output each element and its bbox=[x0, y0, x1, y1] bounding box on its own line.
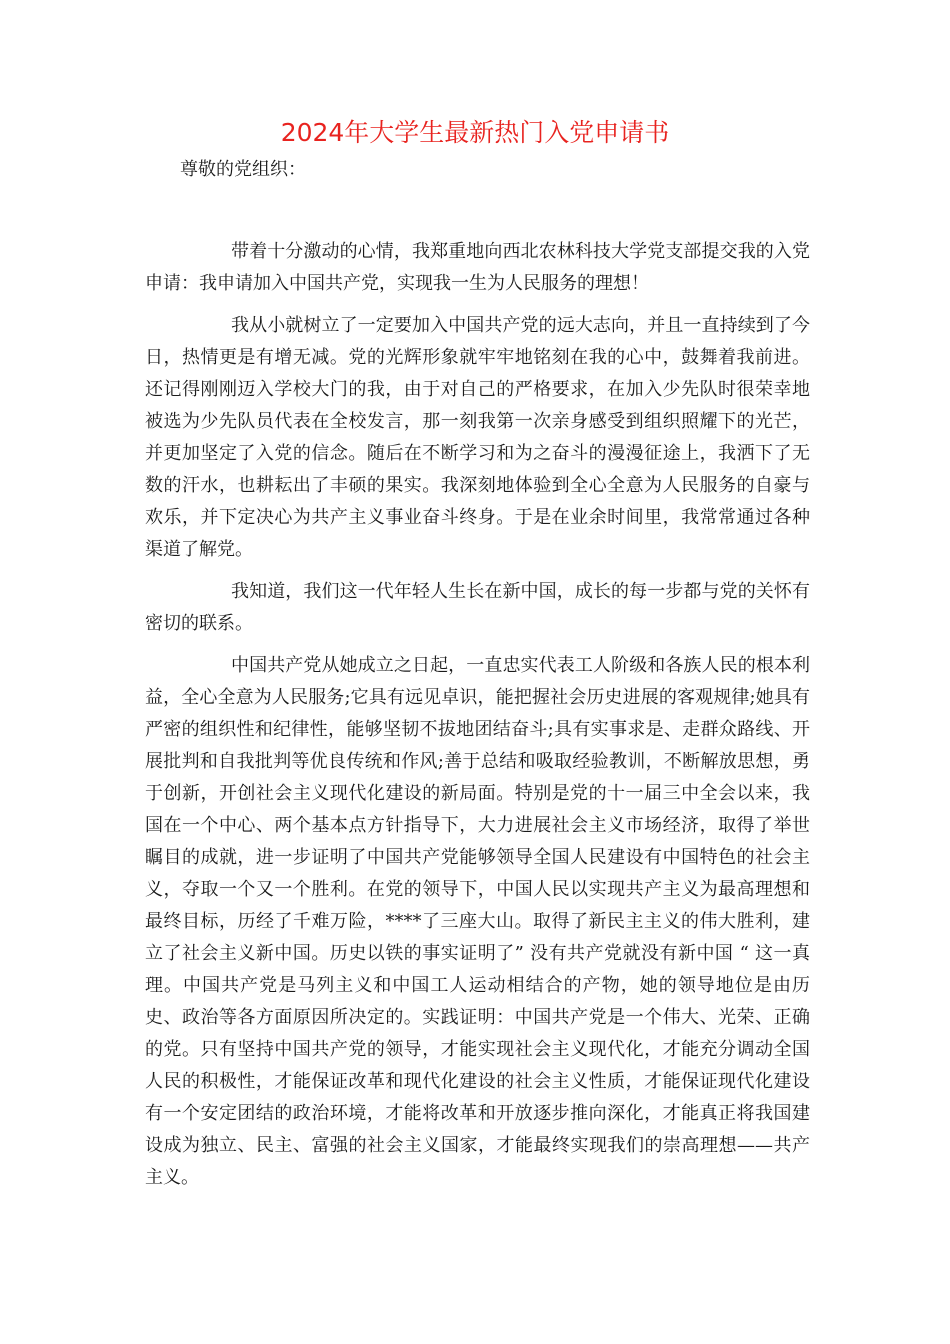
salutation: 尊敬的党组织： bbox=[180, 159, 306, 180]
paragraph: 带着十分激动的心情，我郑重地向西北农林科技大学党支部提交我的入党申请：我申请加入中国共产党，实现我一生为人民服务的理想！ bbox=[145, 241, 810, 294]
paragraph: 我从小就树立了一定要加入中国共产党的远大志向，并且一直持续到了今日，热情更是有增无减。党的光辉形象就牢牢地铭刻在我的心中，鼓舞着我前进。还记得刚刚迈入学校大门的我，由于对自己的严格要求，在加入少先队时很荣幸地被选为少先队员代表在全校发言，那一刻我第一次亲身感受到组织照耀下的光芒，并更加坚定了入党的信念。随后在不断学习和为之奋斗的漫漫征途上，我洒下了无数的汗水，也耕耘出了丰硕的果实。我深刻地体验到全心全意为人民服务的自豪与欢乐，并下定决心为共产主义事业奋斗终身。于是在业余时间里，我常常通过各种渠道了解党。 bbox=[145, 315, 810, 560]
paragraph: 我知道，我们这一代年轻人生长在新中国，成长的每一步都与党的关怀有密切的联系。 bbox=[145, 581, 810, 634]
paragraph: 中国共产党从她成立之日起，一直忠实代表工人阶级和各族人民的根本利益，全心全意为人民服务;它具有远见卓识，能把握社会历史进展的客观规律;她具有严密的组织性和纪律性，能够坚韧不拔地团结奋斗;具有实事求是、走群众路线、开展批判和自我批判等优良传统和作风;善于总结和吸取经验教训，不断解放思想，勇于创新，开创社会主义现代化建设的新局面。特别是党的十一届三中全会以来，我国在一个中心、两个基本点方针指导下，大力进展社会主义市场经济，取得了举世瞩目的成就，进一步证明了中国共产党能够领导全国人民建设有中国特色的社会主义，夺取一个又一个胜利。在党的领导下，中国人民以实现共产主义为最高理想和最终目标，历经了千难万险，****了三座大山。取得了新民主主义的伟大胜利，建立了社会主义新中国。历史以铁的事实证明了” 没有共产党就没有新中国 “ 这一真理。中国共产党是马列主义和中国工人运动相结合的产物，她的领导地位是由历史、政治等各方面原因所决定的。实践证明：中国共产党是一个伟大、光荣、正确的党。只有坚持中国共产党的领导，才能实现社会主义现代化，才能充分调动全国人民的积极性，才能保证改革和现代化建设的社会主义性质，才能保证现代化建设有一个安定团结的政治环境，才能将改革和开放逐步推向深化，才能真正将我国建设成为独立、民主、富强的社会主义国家，才能最终实现我们的崇高理想——共产主义。 bbox=[145, 655, 810, 1188]
document-title: 2024年大学生最新热门入党申请书 bbox=[280, 118, 670, 147]
document-body bbox=[145, 236, 810, 1204]
